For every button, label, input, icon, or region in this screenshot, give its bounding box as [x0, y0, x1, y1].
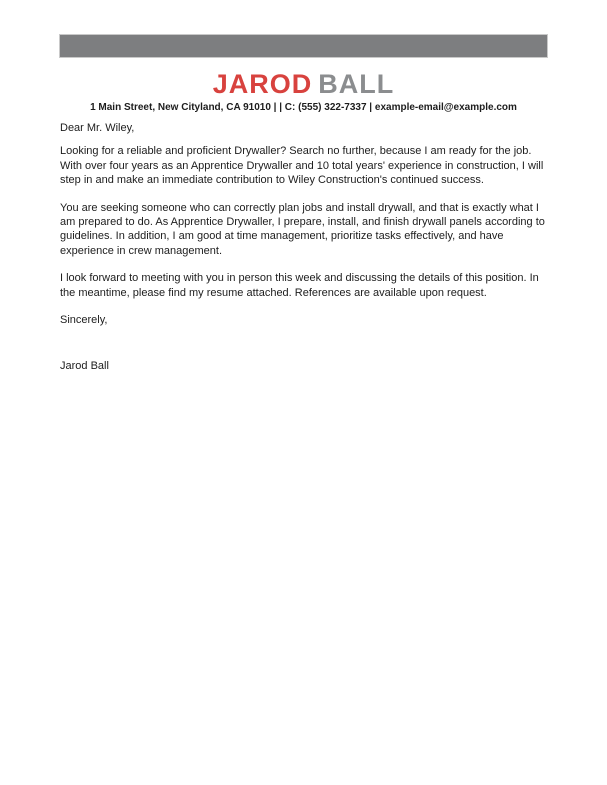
applicant-name [60, 69, 547, 99]
closing: Sincerely, [60, 314, 108, 327]
letter-paragraph: Looking for a reliable and proficient Drywaller? Search no further, because I am ready for the job. With over four years as an Apprentice Drywaller and 10 total years' experience in construction, I will step in and make an immediate contribution to Wiley Construction's continued success. [60, 145, 544, 187]
letter-paragraph: I look forward to meeting with you in person this week and discussing the details of this position. In the meantime, please find my resume attached. References are available upon request. [60, 272, 539, 299]
salutation: Dear Mr. Wiley, [60, 122, 135, 134]
letter-paragraph: You are seeking someone who can correctly plan jobs and install drywall, and that is exactly what I am prepared to do. As Apprentice Drywaller, I prepare, install, and finish drywall panels according to guidelines. In addition, I am good at time management, prioritize tasks effectively, and have experience in crew management. [60, 201, 545, 257]
applicant-first-name: JAROD [212, 69, 313, 99]
signature-name: Jarod Ball [60, 360, 109, 373]
contact-line: 1 Main Street, New Cityland, CA 91010 | | C: (555) 322-7337 | example-email@example.com [90, 102, 517, 113]
header-bar [60, 35, 547, 57]
letter-body [60, 121, 547, 374]
applicant-last-name: BALL [318, 69, 395, 99]
letter-content [60, 35, 547, 374]
